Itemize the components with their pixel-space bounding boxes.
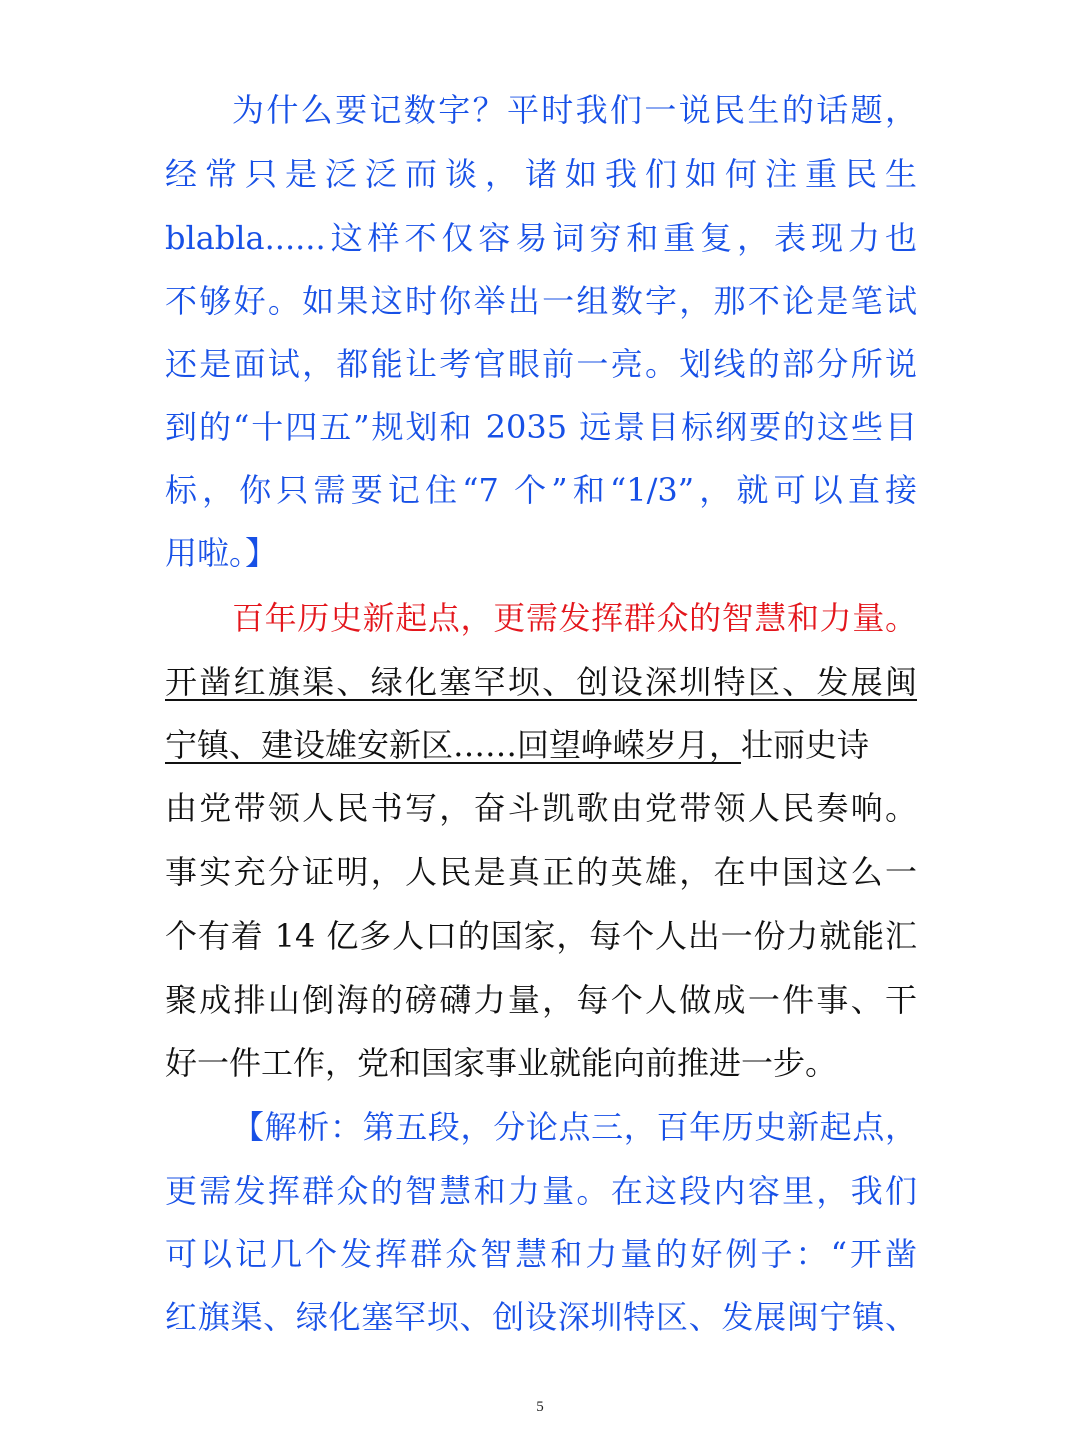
page-number: 5: [536, 1399, 544, 1415]
p1-line-7: 标，你只需要记住“7 个”和“1/3”，就可以直接: [165, 471, 917, 509]
p2-line-4: 事实充分证明，人民是真正的英雄，在中国这么一: [165, 853, 917, 891]
p1-line-6: 到的“十四五”规划和 2035 远景目标纲要的这些目: [165, 408, 917, 446]
p2-line-underlined-1: 开凿红旗渠、绿化塞罕坝、创设深圳特区、发展闽: [165, 663, 917, 701]
p2-line-3: 由党带领人民书写，奋斗凯歌由党带领人民奏响。: [165, 789, 917, 827]
p2-line-2: [165, 725, 917, 765]
p1-line-5: 还是面试，都能让考官眼前一亮。划线的部分所说: [165, 345, 917, 383]
p3-line-3: 可以记几个发挥群众智慧和力量的好例子：“开凿: [165, 1235, 917, 1273]
p2-heading: 百年历史新起点，更需发挥群众的智慧和力量。: [232, 599, 917, 637]
p1-line-2: 经常只是泛泛而谈，诸如我们如何注重民生: [165, 155, 917, 193]
p2-line-7: 好一件工作，党和国家事业就能向前推进一步。: [165, 1044, 838, 1082]
p1-line-8: 用啦。】: [165, 534, 278, 572]
p2-line-2-rest: 壮丽史诗: [741, 726, 870, 764]
p2-line-5: 个有着 14 亿多人口的国家，每个人出一份力就能汇: [165, 917, 917, 955]
p3-line-4: 红旗渠、绿化塞罕坝、创设深圳特区、发展闽宁镇、: [165, 1298, 917, 1336]
p2-line-6: 聚成排山倒海的磅礴力量，每个人做成一件事、干: [165, 981, 917, 1019]
p3-line-1: 【解析：第五段，分论点三，百年历史新起点，: [232, 1108, 917, 1146]
p3-line-2: 更需发挥群众的智慧和力量。在这段内容里，我们: [165, 1172, 917, 1210]
p1-line-4: 不够好。如果这时你举出一组数字，那不论是笔试: [165, 282, 917, 320]
p2-line-underlined-2: 宁镇、建设雄安新区……回望峥嵘岁月，: [165, 726, 742, 764]
p1-line-3: blabla......这样不仅容易词穷和重复，表现力也: [165, 219, 917, 257]
p1-line-1: 为什么要记数字？平时我们一说民生的话题，: [232, 91, 917, 129]
